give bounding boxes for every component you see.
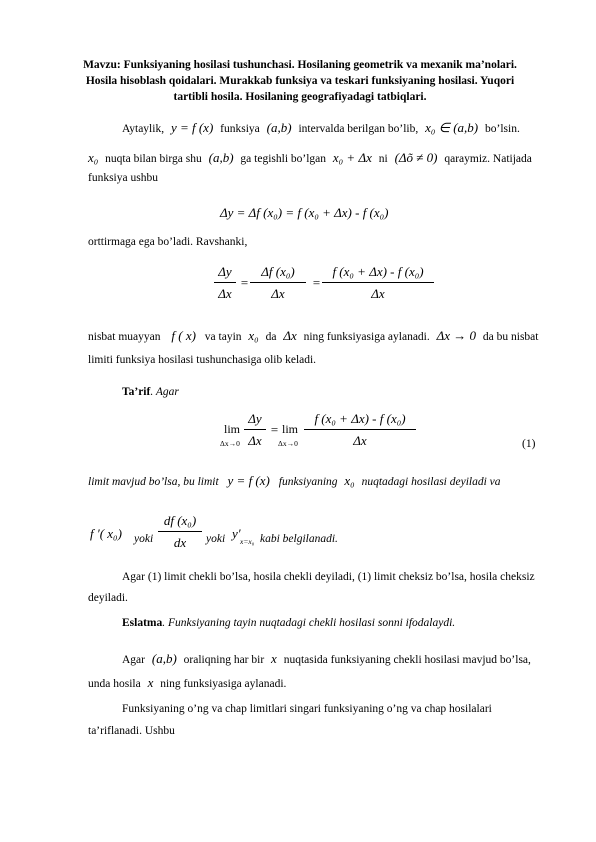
note-text: . Funksiyaning tayin nuqtadagi chekli hosilasi sonni ifodalaydi. [162,617,456,629]
fraction-numerator: f (x₀ + Δx) - f (x₀) [314,411,406,426]
formula-y-prime: y′ [232,526,241,541]
text-da: da [265,331,277,343]
text-nisbat: nisbat muayyan [88,331,161,343]
formula-x0-plus-dx: x₀ + Δx [332,150,372,165]
formula-f-prime-x0: f ′( x₀) [90,526,122,541]
text-bolsin: bo’lsin. [485,123,520,135]
text-aytaylik: Aytaylik, [122,123,165,135]
text-qaraymiz: qaraymiz. Natijada [444,153,532,165]
fraction-bar [322,282,434,283]
note-term: Eslatma [122,617,163,629]
text-aylanadi: ning funksiyasiga aylanadi. [303,331,430,343]
text-agar: Agar [122,654,145,666]
lim-symbol: lim [282,422,299,436]
text-funksiya: funksiya [220,123,260,135]
page-title: Mavzu: Funksiyaning hosilasi tushunchasi. Hosilaning geometrik va mexanik ma’nolari. Hosila hisoblash qoidalari. Murakkab funksiya va teskari funksiyaning hosilasi. Yuqori tartibli hosila. Hosilaning geografiyadagi tatbiqlari. [83,59,517,103]
fraction-bar [244,429,266,430]
fraction-numerator: Δy [248,411,262,426]
equation-number: (1) [522,438,536,450]
paragraph-line: Funksiyaning o’ng va chap limitlari singari funksiyaning o’ng va chap hosilalari [122,703,492,715]
fraction-denominator: dx [173,535,187,550]
formula-y-prime-subscript: x=x₀ [240,537,255,546]
text-unda-hosila: unda hosila [88,678,141,690]
text-kabi: kabi belgilanadi. [260,533,338,545]
text-aylanadi: ning funksiyasiga aylanadi. [160,678,287,690]
fraction-numerator: Δf (x₀) [261,264,295,279]
formula-y-fx: y = f (x) [227,473,270,488]
definition-text: . Agar [150,386,179,398]
formula-x0-in-ab: x₀ ∈ (a,b) [425,120,479,135]
paragraph-line [88,328,538,344]
text-funksiyaning: funksiyaning [278,476,338,488]
paragraph-line: funksiya ushbu [88,172,158,184]
fraction-denominator: Δx [353,433,367,448]
formula-fx: f ( x) [171,328,196,343]
lim-subscript: Δx→0 [220,439,240,448]
paragraph-line [88,675,286,691]
text-yoki: yoki [134,533,154,545]
text-da-bu-nisbat: da bu nisbat [482,331,539,343]
fraction-bar [214,282,236,283]
lim-symbol: lim [224,422,241,436]
paragraph-line [88,150,532,166]
text-ni: ni [378,153,388,165]
paragraph-line: ta’riflanadi. Ushbu [88,725,175,737]
paragraph-line: Agar (1) limit chekli bo’lsa, hosila chekli deyiladi, (1) limit cheksiz bo’lsa, hosila cheksiz [122,571,535,583]
fraction-denominator: Δx [248,433,262,448]
formula-x0: x₀ [88,150,99,165]
text-nuqtasida: nuqtasida funksiyaning chekli hosilasi mavjud bo’lsa, [283,654,531,666]
formula-dx-neq-0: (Δõ ≠ 0) [394,150,438,165]
fraction-bar [304,429,416,430]
paragraph-line [122,120,520,136]
text-tegishli: ga tegishli bo’lgan [240,153,327,165]
text-nuqtadagi: nuqtadagi hosilasi deyiladi va [361,476,501,488]
fraction-numerator: Δy [218,264,232,279]
text-interval: intervalda berilgan bo’lib, [298,123,419,135]
equation-increment: Δy = Δf (x₀) = f (x₀ + Δx) - f (x₀) [220,205,389,220]
formula-x: x [147,675,154,690]
formula-x: x [271,651,277,666]
fraction-denominator: Δx [218,286,232,301]
formula-ab: (a,b) [151,651,177,666]
text-va-tayin: va tayin [204,331,242,343]
fraction-numerator: f (x₀ + Δx) - f (x₀) [332,264,424,279]
fraction-bar [250,282,306,283]
lim-subscript: Δx→0 [278,439,298,448]
paragraph-line: limiti funksiya hosilasi tushunchasiga olib keladi. [88,354,317,366]
paragraph-line [88,473,501,489]
formula-dx-to-0: Δx → 0 [436,328,477,343]
paragraph-line [122,651,531,667]
paragraph-line: deyiladi. [88,592,128,604]
equals-sign: = [240,275,249,290]
fraction-denominator: Δx [271,286,285,301]
text-limit-mavjud: limit mavjud bo’lsa, bu limit [88,476,219,488]
note-line [122,617,455,629]
formula-ab: (a,b) [266,120,292,135]
definition-line [122,386,179,398]
equals-sign: = [270,422,279,437]
equals-sign: = [312,275,321,290]
fraction-denominator: Δx [371,286,385,301]
formula-x0: x₀ [344,473,355,488]
text-nuqta: nuqta bilan birga shu [105,153,202,165]
paragraph-line: orttirmaga ega bo’ladi. Ravshanki, [88,236,248,248]
formula-y-fx: y = f (x) [170,120,214,135]
formula-x0: x₀ [248,328,259,343]
text-yoki: yoki [206,533,226,545]
formula-ab: (a,b) [208,150,234,165]
definition-term: Ta’rif [122,386,151,398]
text-oraliq: oraliqning har bir [183,654,265,666]
formula-dx: Δx [283,328,297,343]
fraction-bar [158,531,202,532]
fraction-numerator: df (x₀) [163,513,197,528]
